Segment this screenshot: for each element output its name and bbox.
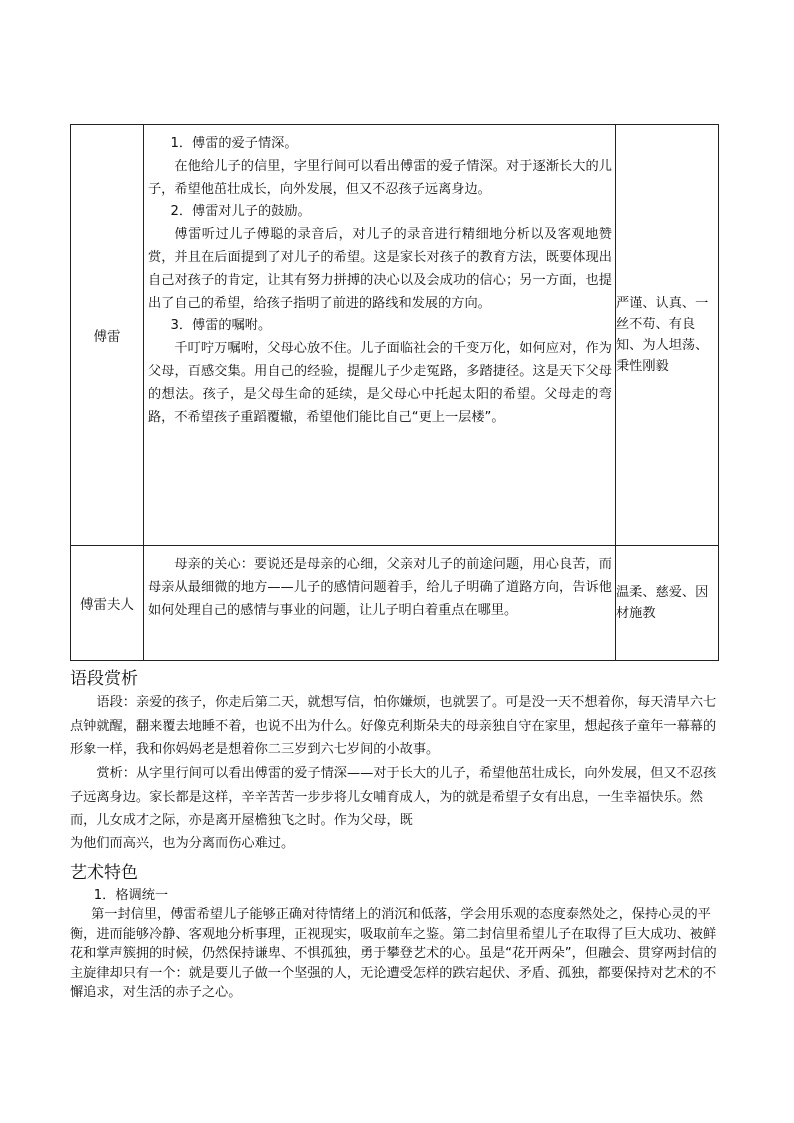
character-name: 傅雷夫人 [80, 597, 134, 613]
analysis-comment-tail: 为他们而高兴，也为分离而伤心难过。 [70, 836, 295, 851]
analysis-comment: 赏析：从字里行间可以看出傅雷的爱子情深——对于长大的儿子，希望他茁壮成长，向外发展，但又不忍孩子远离身边。家长都是这样，辛辛苦苦一步步将儿女哺育成人，为的就是希望子女有出息，一生幸福快乐。然而，儿女成才之际，亦是离开屋檐独飞之时。作为父母，既 [70, 766, 717, 828]
analysis-quote: 语段：亲爱的孩子，你走后第二天，就想写信，怕你嫌烦，也就罢了。可是没一天不想着你，每天清早六七点钟就醒，翻来覆去地睡不着，也说不出为什么。好像克利斯朵夫的母亲独自守在家里，想起孩子童年一幕幕的形象一样，我和你妈妈老是想着你二三岁到六七岁间的小故事。 [70, 695, 717, 757]
character-description-cell [144, 125, 616, 546]
character-description-cell [144, 546, 616, 661]
character-name-cell [71, 125, 144, 546]
description-heading: 1．傅雷的爱子情深。 [170, 136, 298, 151]
description-heading: 3．傅雷的嘱咐。 [170, 318, 272, 334]
description-paragraph: 千叮咛万嘱咐，父母心放不住。儿子面临社会的千变万化，如何应对，作为父母，百感交集。用自己的经验，提醒儿子少走冤路，多踏捷径。这是天下父母的想法。孩子，是父母生命的延续，是父母心中托起太阳的希望。父母走的弯路，不希望孩子重蹈覆辙，希望他们能比自己“更上一层楼”。 [148, 341, 612, 425]
art-subhead: 1．格调统一 [93, 888, 169, 903]
art-title: 艺术特色 [70, 863, 138, 883]
description-paragraph: 在他给儿子的信里，字里行间可以看出傅雷的爱子情深。对于逐渐长大的儿子，希望他茁壮成长，向外发展，但又不忍孩子远离身边。 [148, 158, 612, 197]
description-paragraph: 傅雷听过儿子傅聪的录音后，对儿子的录音进行精细地分析以及客观地赞赏，并且在后面提到了对儿子的希望。这是家长对孩子的教育方法，既要体现出自己对孩子的肯定，让其有努力拼搏的决心以及会成功的信心；另一方面，也提出了自己的希望，给孩子指明了前进的路线和发展的方向。 [148, 227, 612, 311]
character-traits-cell [616, 546, 719, 661]
description-heading: 2．傅雷对儿子的鼓励。 [170, 204, 311, 220]
character-name: 傅雷 [93, 329, 121, 345]
art-text: 第一封信里，傅雷希望儿子能够正确对待情绪上的消沉和低落，学会用乐观的态度泰然处之，保持心灵的平衡，进而能够冷静、客观地分析事理，正视现实，吸取前车之鉴。第二封信里希望儿子在取得了巨大成功、被鲜花和掌声簇拥的时候，仍然保持谦卑、不惧孤独，勇于攀登艺术的心。虽是“花开两朵”，但融会、贯穿两封信的主旋律却只有一个：就是要儿子做一个坚强的人，无论遭受怎样的跌宕起伏、矛盾、孤独，都要保持对艺术的不懈追求，对生活的赤子之心。 [70, 907, 717, 1000]
character-traits: 严谨、认真、一丝不苟、有良知、为人坦荡、秉性刚毅 [616, 296, 709, 374]
character-traits: 温柔、慈爱、因材施教 [616, 585, 709, 621]
character-table [70, 124, 719, 661]
description-paragraph: 母亲的关心：要说还是母亲的心细，父亲对儿子的前途问题，用心良苦，而母亲从最细微的地方——儿子的感情问题着手，给儿子明确了道路方向，告诉他如何处理自己的感情与事业的问题，让儿子明白着重点在哪里。 [148, 557, 612, 618]
character-name-cell [71, 546, 144, 661]
analysis-title: 语段赏析 [70, 669, 138, 689]
character-traits-cell [616, 125, 719, 546]
table-row [71, 546, 719, 661]
table-row [71, 125, 719, 546]
